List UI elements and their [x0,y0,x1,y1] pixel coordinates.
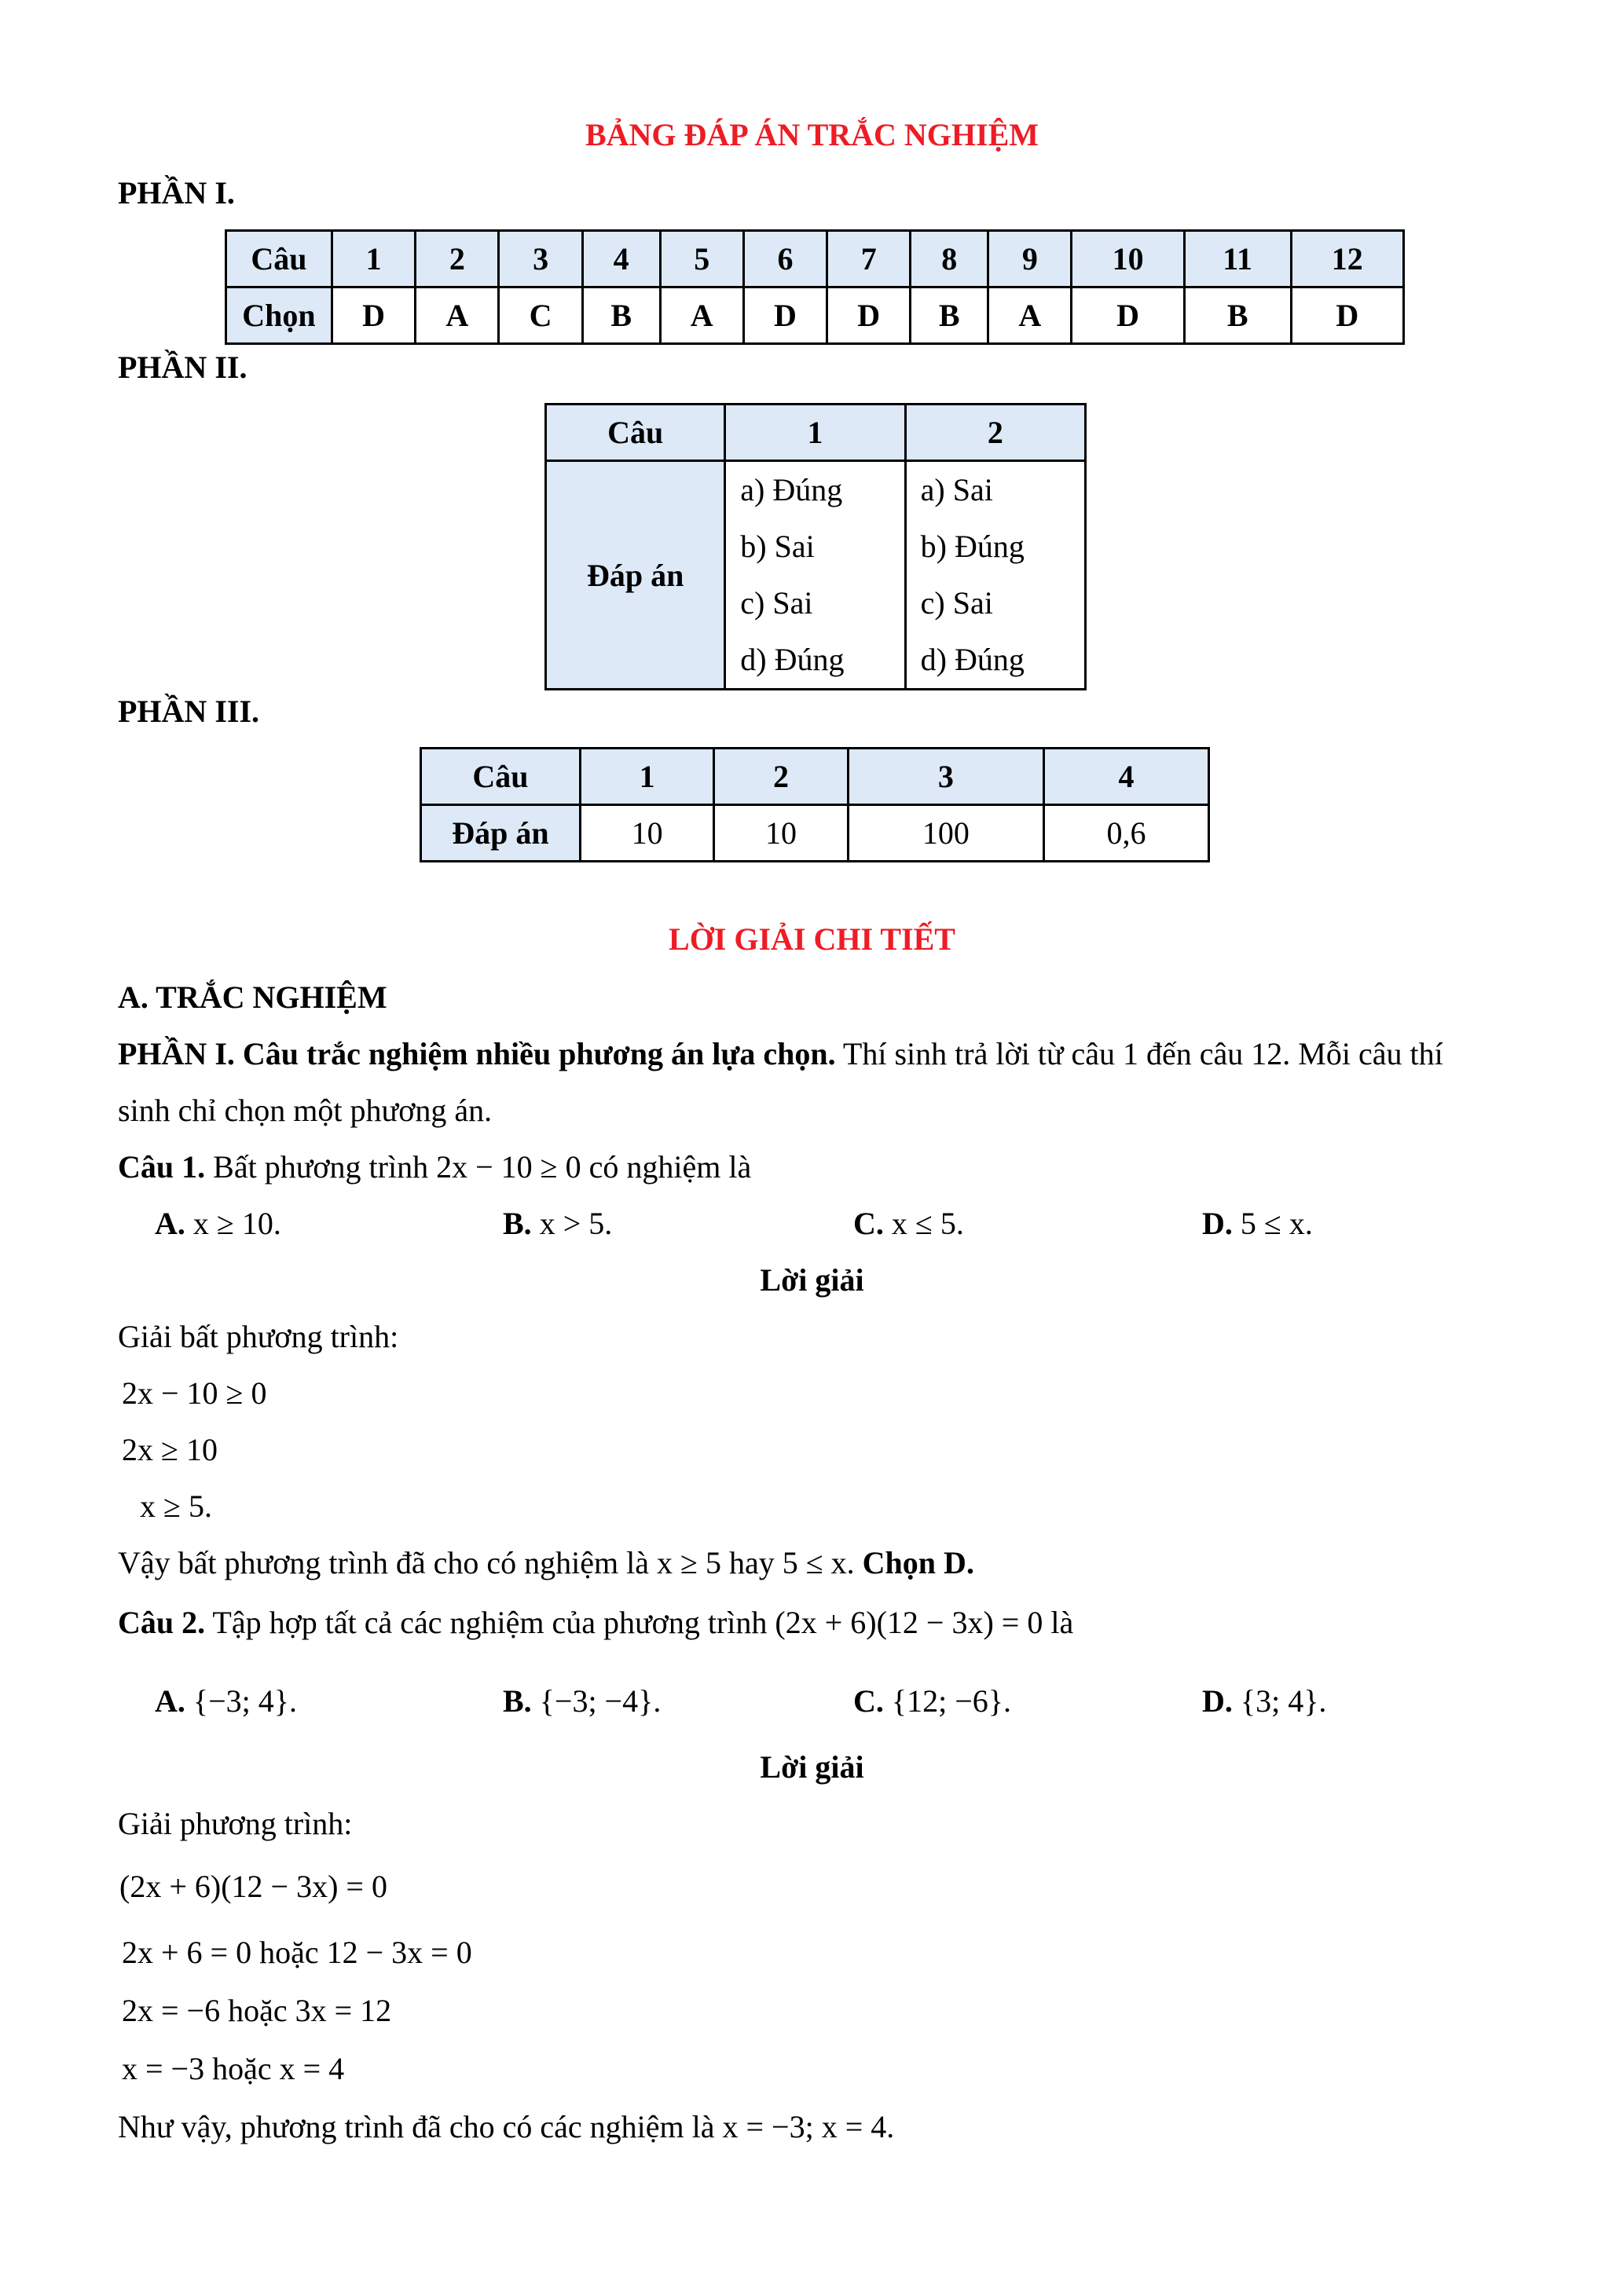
q2-option-b [503,1683,661,1719]
q1-conclusion-math: x ≥ 5 [657,1545,721,1580]
part1-q: 11 [1184,231,1291,287]
answer-key-title: BẢNG ĐÁP ÁN TRẮC NGHIỆM [585,117,1039,152]
part3-answer: 0,6 [1044,805,1209,862]
part2-answer-item: c) Sai [740,585,813,621]
part1-heading: PHẦN I. [118,175,235,211]
part1-answer: D [332,287,416,344]
part1-q: 10 [1072,231,1184,287]
question-1-text: Bất phương trình [205,1149,437,1185]
option-label: C. [853,1683,884,1719]
part2-answer-item: b) Sai [740,529,815,564]
part2-answer-item: d) Đúng [740,642,845,677]
q2-option-a [155,1683,297,1719]
option-text: {3; 4}. [1240,1683,1327,1719]
part3-q: 3 [848,749,1044,805]
part2-row-label: Đáp án [546,461,725,690]
option-label: D. [1202,1683,1233,1719]
q2-conclusion-math: x = −3; x = 4. [722,2109,895,2144]
part1-q: 9 [988,231,1072,287]
part2-col-2: 2 [905,405,1085,461]
part3-header-cau: Câu [421,749,581,805]
part3-answer: 100 [848,805,1044,862]
q2-option-d [1202,1683,1326,1719]
option-text: x ≤ 5. [891,1206,964,1241]
part1-q: 5 [660,231,743,287]
option-label: A. [155,1206,185,1241]
option-text: x ≥ 10. [192,1206,281,1241]
part3-answer: 10 [714,805,848,862]
part3-q: 4 [1044,749,1209,805]
option-label: D. [1202,1206,1233,1241]
part1-q: 7 [827,231,911,287]
question-1-stem [118,1148,751,1185]
part2-col-1: 1 [725,405,905,461]
question-1-expr: 2x − 10 ≥ 0 [436,1149,581,1185]
q2-option-c [853,1683,1011,1719]
q1-step: 2x − 10 ≥ 0 [122,1375,267,1411]
part2-answer-table [544,403,1087,690]
q1-step: 2x ≥ 10 [122,1432,218,1467]
solution-title: LỜI GIẢI CHI TIẾT [669,921,955,957]
part2-answer-item: b) Đúng [920,529,1025,564]
part1-intro-rest: Thí sinh trả lời từ câu 1 đến câu 12. Mỗi câu thí [835,1036,1443,1071]
part1-q: 1 [332,231,416,287]
option-label: B. [503,1206,532,1241]
question-2-text-end: là [1043,1605,1074,1640]
section-a-heading: A. TRẮC NGHIỆM [118,980,387,1015]
part1-answer: A [660,287,743,344]
option-label: C. [853,1206,884,1241]
question-1-text-end: có nghiệm là [581,1149,752,1185]
question-1-label: Câu 1. [118,1149,206,1185]
part1-intro-line2: sinh chỉ chọn một phương án. [118,1093,493,1128]
part1-answer: D [1291,287,1403,344]
part3-answer-table [420,747,1210,862]
part1-answer: D [827,287,911,344]
part1-answer-table [225,229,1405,345]
part3-q: 2 [714,749,848,805]
part1-intro [118,1035,1443,1072]
q1-solution-intro: Giải bất phương trình: [118,1319,399,1354]
part1-answer: D [1072,287,1184,344]
part3-header-dap-an: Đáp án [421,805,581,862]
q2-step: 2x = −6 hoặc 3x = 12 [122,1993,392,2028]
q1-conclusion [118,1544,974,1581]
q2-conclusion [118,2108,894,2145]
q1-option-d [1202,1205,1313,1242]
option-text: 5 ≤ x. [1240,1206,1313,1241]
option-text: {−3; −4}. [539,1683,662,1719]
q2-solution-intro: Giải phương trình: [118,1806,353,1841]
part1-answer: A [988,287,1072,344]
part3-q: 1 [581,749,714,805]
option-text: {−3; 4}. [192,1683,297,1719]
q1-option-a [155,1205,281,1242]
question-2-stem [118,1604,1073,1641]
option-text: {12; −6}. [891,1683,1011,1719]
option-label: B. [503,1683,532,1719]
part2-answers-q2 [905,461,1085,690]
part1-header-cau: Câu [226,231,332,287]
part1-answer: B [582,287,660,344]
q2-step: 2x + 6 = 0 hoặc 12 − 3x = 0 [122,1935,472,1970]
part2-heading: PHẦN II. [118,350,247,385]
q1-step: x ≥ 5. [140,1489,212,1524]
part1-answer: C [499,287,582,344]
q2-conclusion-text: Như vậy, phương trình đã cho có các nghiệm là [118,2109,723,2144]
q1-conclusion-choice: Chọn D. [854,1545,974,1580]
q1-conclusion-math: 5 ≤ x. [782,1545,855,1580]
part2-header-cau: Câu [546,405,725,461]
q1-option-b [503,1205,612,1242]
q1-conclusion-text: Vậy bất phương trình đã cho có nghiệm là [118,1545,657,1580]
q1-option-c [853,1205,964,1242]
part1-intro-bold: PHẦN I. Câu trắc nghiệm nhiều phương án lựa chọn. [118,1036,836,1071]
part1-q: 4 [582,231,660,287]
part1-answer: B [1184,287,1291,344]
part1-header-chon: Chọn [226,287,332,344]
question-2-text: Tập hợp tất cả các nghiệm của phương trình [205,1605,775,1640]
part2-answer-item: c) Sai [920,585,993,621]
part3-heading: PHẦN III. [118,694,260,729]
part2-answer-item: a) Sai [920,472,993,507]
part1-q: 6 [743,231,827,287]
part3-answer: 10 [581,805,714,862]
part1-q: 8 [911,231,988,287]
part2-answer-item: d) Đúng [920,642,1025,677]
q1-solution-heading: Lời giải [760,1262,864,1298]
q2-step: (2x + 6)(12 − 3x) = 0 [119,1869,387,1904]
q1-conclusion-text: hay [720,1545,783,1580]
option-text: x > 5. [539,1206,613,1241]
part1-answer: A [416,287,499,344]
q2-solution-heading: Lời giải [760,1749,864,1785]
option-label: A. [155,1683,185,1719]
part1-q: 2 [416,231,499,287]
part2-answer-item: a) Đúng [740,472,843,507]
part1-answer: D [743,287,827,344]
part1-answer: B [911,287,988,344]
question-2-expr: (2x + 6)(12 − 3x) = 0 [775,1605,1043,1640]
part2-answers-q1 [725,461,905,690]
q2-step: x = −3 hoặc x = 4 [122,2051,345,2086]
part1-q: 3 [499,231,582,287]
question-2-label: Câu 2. [118,1605,206,1640]
part1-q: 12 [1291,231,1403,287]
